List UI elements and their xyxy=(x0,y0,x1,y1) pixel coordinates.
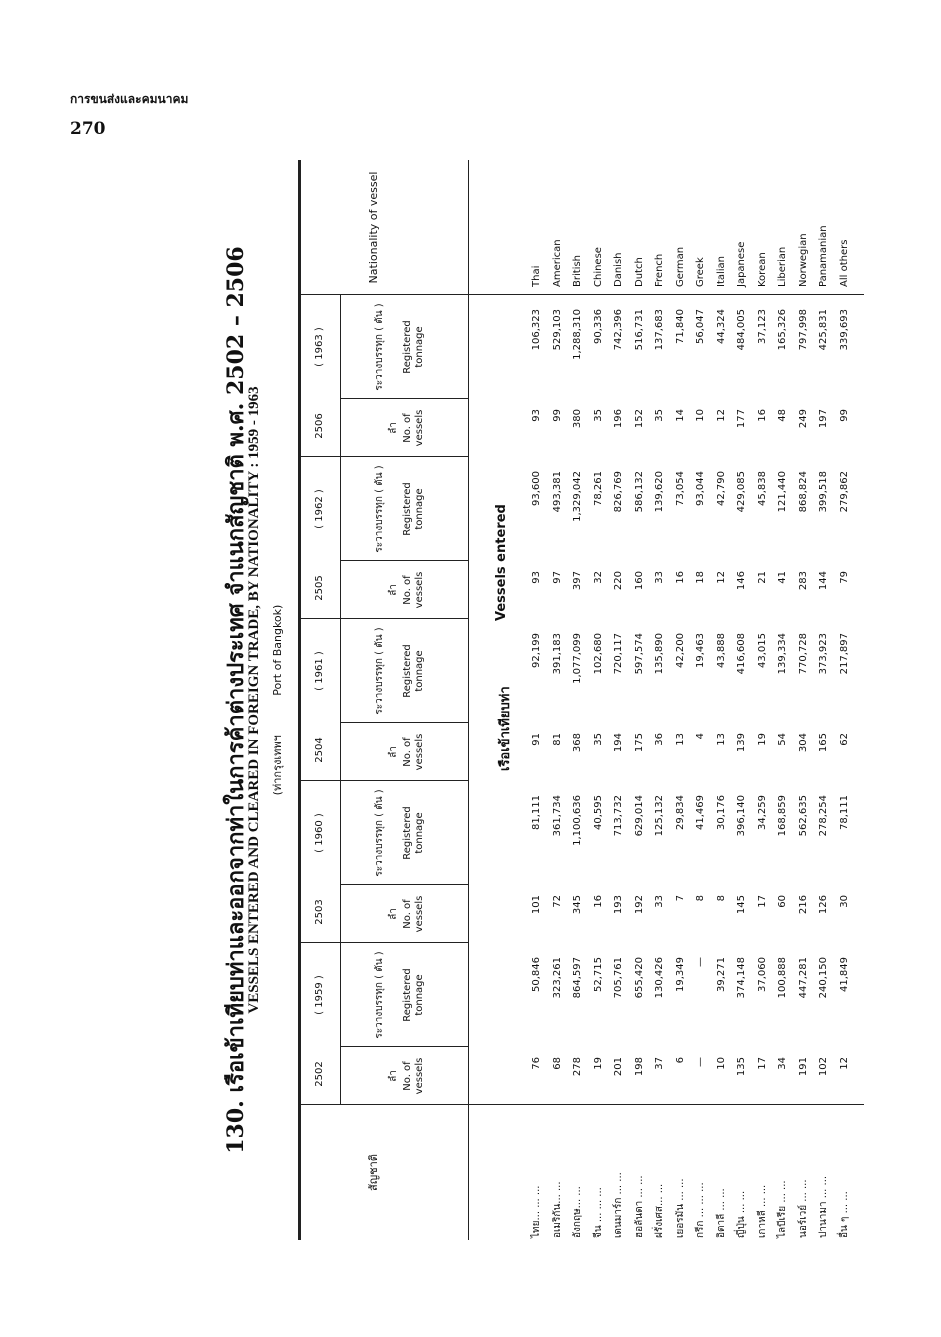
row-label-en: American xyxy=(551,239,563,287)
cell-tonnage: 826,769 xyxy=(613,471,624,513)
cell-tonnage: 391,183 xyxy=(551,633,563,675)
cell-vessels: 81 xyxy=(551,733,563,746)
cell-vessels: 91 xyxy=(531,733,542,746)
cell-tonnage: 1,100,636 xyxy=(572,795,583,846)
cell-tonnage: 396,140 xyxy=(736,795,747,837)
cell-vessels: 35 xyxy=(592,409,604,422)
cell-vessels: 12 xyxy=(715,571,727,584)
cell-vessels: 194 xyxy=(613,733,624,753)
cell-vessels: 19 xyxy=(756,733,768,746)
cell-tonnage: 121,440 xyxy=(777,471,788,513)
cell-vessels: 93 xyxy=(531,571,542,584)
cell-tonnage: 45,838 xyxy=(756,471,768,506)
cell-vessels: 16 xyxy=(674,571,686,584)
cell-tonnage: 139,620 xyxy=(654,471,665,513)
cell-tonnage: 323,261 xyxy=(551,957,563,999)
cell-vessels: 165 xyxy=(818,733,829,753)
year-ad: ( 1959 ) xyxy=(314,975,325,1015)
cell-vessels: 196 xyxy=(613,409,624,429)
sub-no-en: No. of vessels xyxy=(402,895,425,933)
cell-tonnage: 90,336 xyxy=(592,309,604,344)
cell-vessels: 4 xyxy=(695,733,706,740)
cell-tonnage: 93,044 xyxy=(695,471,706,506)
vessels-table xyxy=(298,160,870,1240)
cell-vessels: 99 xyxy=(551,409,563,422)
top-rule xyxy=(298,160,301,1240)
cell-tonnage: 41,469 xyxy=(695,795,706,830)
cell-tonnage: — xyxy=(695,957,706,967)
year-ad: ( 1963 ) xyxy=(314,327,325,367)
row-label-en: Greek xyxy=(695,257,706,287)
cell-vessels: 79 xyxy=(838,571,850,584)
year-ad: ( 1961 ) xyxy=(314,651,325,691)
cell-tonnage: 73,054 xyxy=(674,471,686,506)
cell-vessels: 135 xyxy=(736,1057,747,1077)
cell-tonnage: 100,888 xyxy=(777,957,788,999)
cell-vessels: 99 xyxy=(838,409,850,422)
cell-tonnage: 425,831 xyxy=(818,309,829,351)
cell-vessels: 10 xyxy=(715,1057,727,1070)
title-thai-text: เรือเข้าเทียบท่าและออกจากท่าในการค้าต่างประเทศ จำแนกสัญชาติ พ.ศ. 2502 – 2506 xyxy=(223,246,249,1093)
sub-ton-en: Registered tonnage xyxy=(402,806,425,860)
cell-vessels: — xyxy=(695,1057,706,1067)
sub-no-en: No. of vessels xyxy=(402,409,425,447)
cell-tonnage: 597,574 xyxy=(633,633,645,675)
cell-tonnage: 868,824 xyxy=(797,471,809,513)
cell-tonnage: 125,132 xyxy=(654,795,665,837)
cell-vessels: 126 xyxy=(818,895,829,915)
sub-ton-en: Registered tonnage xyxy=(402,320,425,374)
cell-vessels: 12 xyxy=(838,1057,850,1070)
cell-tonnage: 40,595 xyxy=(592,795,604,830)
year-be: 2506 xyxy=(314,413,325,439)
cell-tonnage: 165,326 xyxy=(777,309,788,351)
row-label-en: Chinese xyxy=(592,247,604,287)
row-label-en: Danish xyxy=(613,252,624,287)
cell-tonnage: 41,849 xyxy=(838,957,850,992)
sub-ton-th: ระวางบรรทุก ( ตัน ) xyxy=(374,951,385,1039)
row-label-th: ไทย... ... ... xyxy=(531,1185,542,1238)
sub-ton-th: ระวางบรรทุก ( ตัน ) xyxy=(374,465,385,553)
sub-no-en: No. of vessels xyxy=(402,1057,425,1095)
cell-vessels: 33 xyxy=(654,895,665,908)
cell-tonnage: 416,608 xyxy=(736,633,747,675)
cell-vessels: 139 xyxy=(736,733,747,753)
year-be: 2502 xyxy=(314,1061,325,1087)
row-label-th: ฮอลันดา ... ... xyxy=(633,1175,645,1238)
cell-vessels: 8 xyxy=(715,895,727,902)
cell-tonnage: 493,381 xyxy=(551,471,563,513)
header-bottom-rule xyxy=(468,160,469,1240)
subtitle-thai: (ท่ากรุงเทพฯ xyxy=(271,735,284,796)
cell-vessels: 145 xyxy=(736,895,747,915)
cell-tonnage: 81,111 xyxy=(531,795,542,830)
cell-tonnage: 361,734 xyxy=(551,795,563,837)
row-label-th: อิตาลี ... ... xyxy=(715,1188,727,1238)
cell-vessels: 93 xyxy=(531,409,542,422)
sub-ton-th: ระวางบรรทุก ( ตัน ) xyxy=(374,303,385,391)
row-label-en: Italian xyxy=(715,255,727,287)
cell-vessels: 48 xyxy=(777,409,788,422)
row-label-th: ฝรั่งเศส... ... xyxy=(654,1183,665,1238)
cell-tonnage: 399,518 xyxy=(818,471,829,513)
cell-vessels: 10 xyxy=(695,409,706,422)
sub-no-th: ลำ xyxy=(388,746,399,758)
cell-tonnage: 135,890 xyxy=(654,633,665,675)
nationality-th-header: สัญชาติ xyxy=(367,1154,380,1191)
row-label-th: จีน ... ... ... xyxy=(592,1187,604,1238)
section-label-en: Vessels entered xyxy=(494,504,509,621)
cell-tonnage: 42,200 xyxy=(674,633,686,668)
sub-no-th: ลำ xyxy=(388,584,399,596)
cell-tonnage: 71,840 xyxy=(674,309,686,344)
cell-tonnage: 78,261 xyxy=(592,471,604,506)
sub-ton-th: ระวางบรรทุก ( ตัน ) xyxy=(374,789,385,877)
cell-tonnage: 1,077,099 xyxy=(572,633,583,684)
cell-tonnage: 37,060 xyxy=(756,957,768,992)
row-label-th: อังกฤษ... ... xyxy=(572,1186,583,1238)
cell-tonnage: 447,281 xyxy=(797,957,809,999)
cell-vessels: 18 xyxy=(695,571,706,584)
row-label-th: ไลบีเรีย ... ... xyxy=(777,1180,788,1238)
cell-vessels: 177 xyxy=(736,409,747,429)
sub-no-en: No. of vessels xyxy=(402,571,425,609)
cell-vessels: 34 xyxy=(777,1057,788,1070)
cell-vessels: 14 xyxy=(674,409,686,422)
cell-tonnage: 484,005 xyxy=(736,309,747,351)
cell-tonnage: 429,085 xyxy=(736,471,747,513)
cell-tonnage: 240,150 xyxy=(818,957,829,999)
cell-vessels: 36 xyxy=(654,733,665,746)
cell-tonnage: 43,888 xyxy=(715,633,727,668)
cell-vessels: 97 xyxy=(551,571,563,584)
cell-vessels: 41 xyxy=(777,571,788,584)
cell-tonnage: 516,731 xyxy=(633,309,645,351)
cell-tonnage: 19,349 xyxy=(674,957,686,992)
cell-tonnage: 655,420 xyxy=(633,957,645,999)
cell-vessels: 380 xyxy=(572,409,583,429)
cell-vessels: 62 xyxy=(838,733,850,746)
cell-vessels: 68 xyxy=(551,1057,563,1070)
page-number: 270 xyxy=(70,119,106,139)
cell-vessels: 19 xyxy=(592,1057,604,1070)
year-be: 2504 xyxy=(314,737,325,763)
table-titles xyxy=(180,160,298,1240)
cell-vessels: 7 xyxy=(674,895,686,902)
year-be: 2505 xyxy=(314,575,325,601)
cell-vessels: 102 xyxy=(818,1057,829,1077)
year-be: 2503 xyxy=(314,899,325,925)
cell-vessels: 6 xyxy=(674,1057,686,1064)
cell-tonnage: 586,132 xyxy=(633,471,645,513)
cell-tonnage: 78,111 xyxy=(838,795,850,830)
row-label-en: Thai xyxy=(531,265,542,287)
cell-vessels: 191 xyxy=(797,1057,809,1077)
sub-no-th: ลำ xyxy=(388,908,399,920)
cell-tonnage: 217,897 xyxy=(838,633,850,675)
cell-tonnage: 562,635 xyxy=(797,795,809,837)
sub-ton-en: Registered tonnage xyxy=(402,482,425,536)
cell-vessels: 13 xyxy=(715,733,727,746)
cell-vessels: 13 xyxy=(674,733,686,746)
rotated-table xyxy=(180,160,870,1240)
subtitle xyxy=(268,160,286,1240)
cell-vessels: 278 xyxy=(572,1057,583,1077)
row-label-th: กรีก ... ... ... xyxy=(695,1182,706,1238)
cell-vessels: 12 xyxy=(715,409,727,422)
cell-vessels: 345 xyxy=(572,895,583,915)
row-label-th: เดนมาร์ก ... ... xyxy=(613,1172,624,1238)
cell-tonnage: 864,597 xyxy=(572,957,583,999)
row-label-th: ปานามา ... ... xyxy=(818,1175,829,1238)
row-label-th: อื่น ๆ ... ... xyxy=(838,1191,850,1238)
cell-tonnage: 374,148 xyxy=(736,957,747,999)
cell-vessels: 304 xyxy=(797,733,809,753)
cell-tonnage: 629,014 xyxy=(633,795,645,837)
cell-tonnage: 44,324 xyxy=(715,309,727,344)
cell-vessels: 368 xyxy=(572,733,583,753)
cell-tonnage: 102,680 xyxy=(592,633,604,675)
cell-tonnage: 93,600 xyxy=(531,471,542,506)
cell-vessels: 76 xyxy=(531,1057,542,1070)
year-ad: ( 1962 ) xyxy=(314,489,325,529)
cell-tonnage: 1,288,310 xyxy=(572,309,583,360)
cell-tonnage: 34,259 xyxy=(756,795,768,830)
cell-tonnage: 106,323 xyxy=(531,309,542,351)
row-label-en: French xyxy=(654,253,665,287)
row-label-en: German xyxy=(674,246,686,287)
cell-vessels: 32 xyxy=(592,571,604,584)
cell-tonnage: 130,426 xyxy=(654,957,665,999)
cell-tonnage: 39,271 xyxy=(715,957,727,992)
cell-vessels: 72 xyxy=(551,895,563,908)
cell-tonnage: 42,790 xyxy=(715,471,727,506)
cell-vessels: 193 xyxy=(613,895,624,915)
cell-tonnage: 373,923 xyxy=(818,633,829,675)
cell-tonnage: 278,254 xyxy=(818,795,829,837)
sub-ton-en: Registered tonnage xyxy=(402,968,425,1022)
row-label-en: Liberian xyxy=(777,246,788,287)
row-label-th: เยอรมัน ... ... xyxy=(674,1178,686,1238)
row-label-th: นอร์เวย์ ... ... xyxy=(797,1179,809,1238)
cell-tonnage: 168,859 xyxy=(777,795,788,837)
cell-vessels: 283 xyxy=(797,571,809,591)
cell-vessels: 60 xyxy=(777,895,788,908)
subtitle-english: Port of Bangkok) xyxy=(271,604,284,696)
sub-ton-th: ระวางบรรทุก ( ตัน ) xyxy=(374,627,385,715)
row-label-en: All others xyxy=(838,239,850,287)
cell-vessels: 54 xyxy=(777,733,788,746)
section-label-th: เรือเข้าเทียบท่า xyxy=(498,686,513,771)
cell-vessels: 146 xyxy=(736,571,747,591)
cell-tonnage: 137,683 xyxy=(654,309,665,351)
cell-vessels: 17 xyxy=(756,1057,768,1070)
row-label-en: Japanese xyxy=(736,241,747,287)
cell-vessels: 37 xyxy=(654,1057,665,1070)
cell-tonnage: 713,732 xyxy=(613,795,624,837)
cell-vessels: 249 xyxy=(797,409,809,429)
cell-tonnage: 56,047 xyxy=(695,309,706,344)
title-english: VESSELS ENTERED AND CLEARED IN FOREIGN TRADE, BY NATIONALITY : 1959 - 1963 xyxy=(246,386,262,1014)
cell-tonnage: 139,334 xyxy=(777,633,788,675)
cell-tonnage: 29,834 xyxy=(674,795,686,830)
cell-vessels: 175 xyxy=(633,733,645,753)
row-label-en: Panamanian xyxy=(818,225,829,287)
row-label-th: อเมริกัน... ... xyxy=(551,1181,563,1238)
cell-vessels: 101 xyxy=(531,895,542,915)
nationality-en-header: Nationality of vessel xyxy=(367,171,380,284)
cell-vessels: 30 xyxy=(838,895,850,908)
cell-tonnage: 339,693 xyxy=(838,309,850,351)
cell-tonnage: 1,329,042 xyxy=(572,471,583,522)
cell-tonnage: 529,103 xyxy=(551,309,563,351)
cell-vessels: 197 xyxy=(818,409,829,429)
cell-vessels: 17 xyxy=(756,895,768,908)
cell-vessels: 33 xyxy=(654,571,665,584)
cell-vessels: 397 xyxy=(572,571,583,591)
cell-tonnage: 279,862 xyxy=(838,471,850,513)
cell-tonnage: 30,176 xyxy=(715,795,727,830)
cell-tonnage: 50,846 xyxy=(531,957,542,992)
row-label-en: Korean xyxy=(756,252,768,287)
cell-vessels: 21 xyxy=(756,571,768,584)
cell-vessels: 220 xyxy=(613,571,624,591)
cell-vessels: 16 xyxy=(592,895,604,908)
year-ad: ( 1960 ) xyxy=(314,813,325,853)
cell-vessels: 201 xyxy=(613,1057,624,1077)
cell-vessels: 216 xyxy=(797,895,809,915)
row-label-en: Norwegian xyxy=(797,233,809,287)
cell-vessels: 16 xyxy=(756,409,768,422)
cell-tonnage: 770,728 xyxy=(797,633,809,675)
cell-vessels: 198 xyxy=(633,1057,645,1077)
row-label-th: เกาหลี ... ... xyxy=(756,1184,768,1238)
cell-vessels: 144 xyxy=(818,571,829,591)
sub-no-en: No. of vessels xyxy=(402,733,425,771)
cell-vessels: 8 xyxy=(695,895,706,902)
cell-tonnage: 52,715 xyxy=(592,957,604,992)
cell-tonnage: 19,463 xyxy=(695,633,706,668)
cell-tonnage: 37,123 xyxy=(756,309,768,344)
sub-no-th: ลำ xyxy=(388,1070,399,1082)
row-label-en: Dutch xyxy=(633,257,645,287)
cell-tonnage: 720,117 xyxy=(613,633,624,675)
sub-no-th: ลำ xyxy=(388,422,399,434)
cell-vessels: 160 xyxy=(633,571,645,591)
cell-tonnage: 43,015 xyxy=(756,633,768,668)
table-number: 130. xyxy=(223,1100,249,1154)
cell-tonnage: 797,998 xyxy=(797,309,809,351)
sub-ton-en: Registered tonnage xyxy=(402,644,425,698)
cell-vessels: 35 xyxy=(592,733,604,746)
cell-tonnage: 742,396 xyxy=(613,309,624,351)
year-rule xyxy=(340,295,341,1105)
cell-vessels: 192 xyxy=(633,895,645,915)
cell-vessels: 152 xyxy=(633,409,645,429)
page-header: การขนส่งและคมนาคม xyxy=(70,92,189,106)
cell-tonnage: 705,761 xyxy=(613,957,624,999)
row-label-th: ญี่ปุ่น ... ... xyxy=(736,1190,747,1238)
cell-tonnage: 92,199 xyxy=(531,633,542,668)
row-label-en: British xyxy=(572,255,583,287)
cell-vessels: 35 xyxy=(654,409,665,422)
